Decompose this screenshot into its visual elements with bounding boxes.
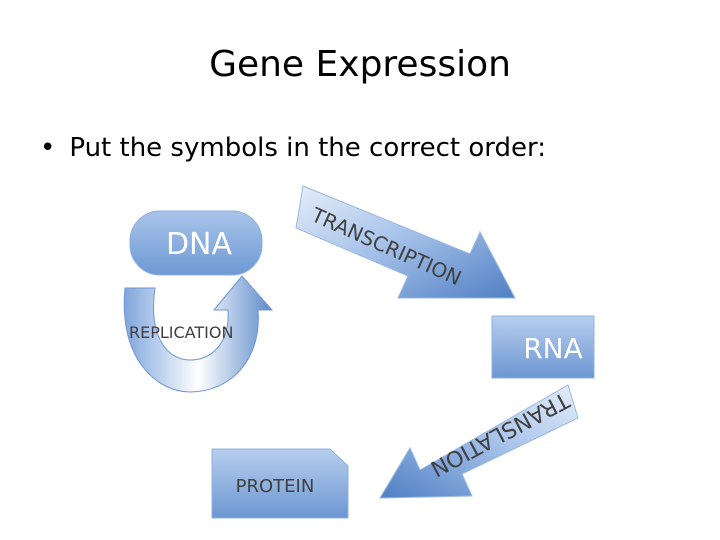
replication-label: REPLICATION: [129, 323, 234, 342]
bullet-icon: •: [40, 133, 56, 163]
rna-label: RNA: [523, 332, 583, 365]
dna-shape[interactable]: [130, 211, 262, 275]
slide-title: Gene Expression: [209, 44, 511, 85]
transcription-label: TRANSCRIPTION: [307, 202, 466, 291]
protein-label: PROTEIN: [235, 476, 315, 497]
translation-arrow[interactable]: [380, 385, 578, 498]
dna-label: DNA: [165, 227, 233, 262]
rna-shape[interactable]: [492, 316, 594, 378]
protein-shape[interactable]: [212, 449, 348, 518]
transcription-arrow[interactable]: [296, 186, 515, 298]
bullet-text: Put the symbols in the correct order:: [69, 133, 546, 163]
translation-label: TRANSLATION: [425, 386, 573, 481]
replication-arrow[interactable]: [124, 276, 272, 392]
